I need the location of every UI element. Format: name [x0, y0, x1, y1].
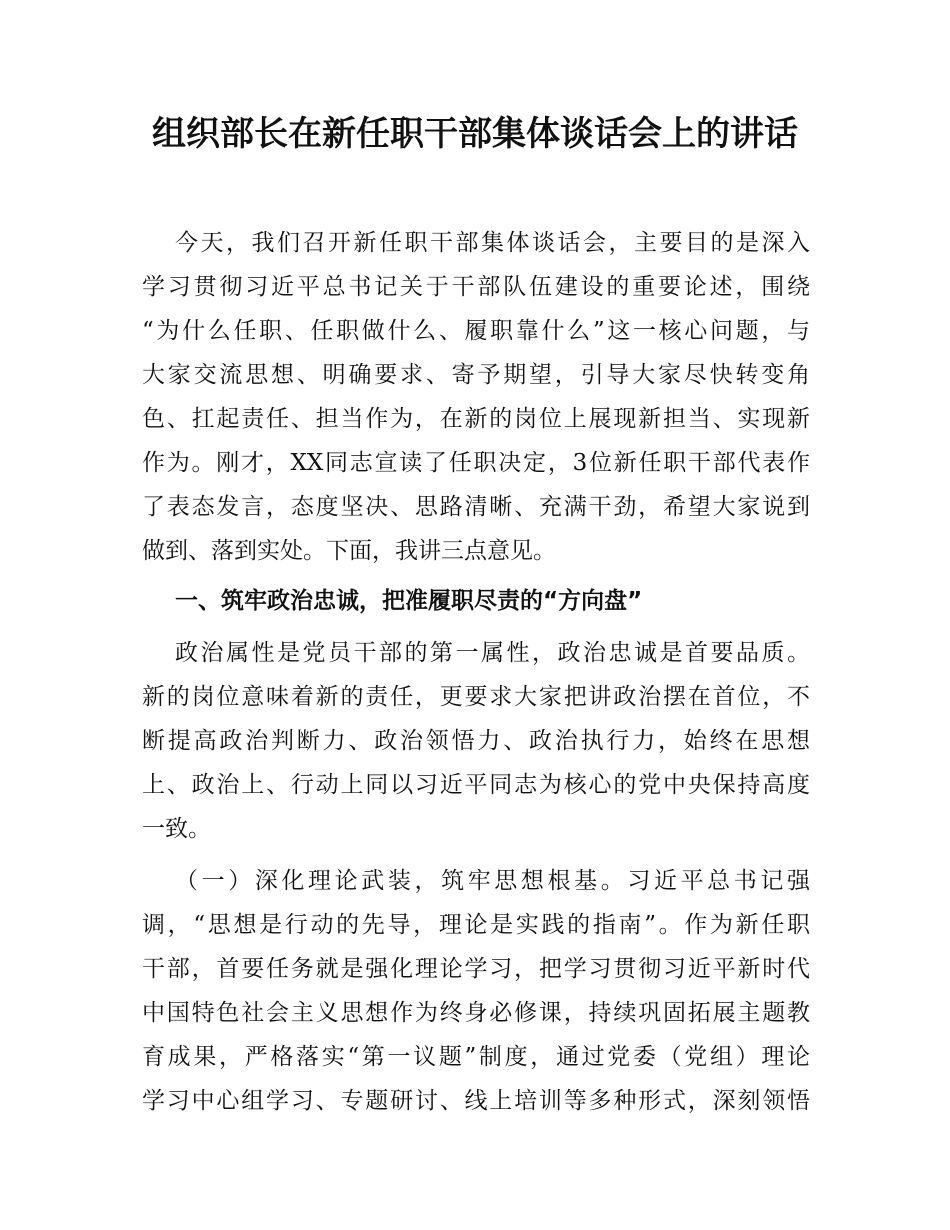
- intro-line: 作为。刚才，XX同志宣读了任职决定，3位新任职干部代表作: [142, 450, 810, 476]
- section1-line: 政治属性是党员干部的第一属性，政治忠诚是首要品质。: [175, 640, 810, 666]
- intro-line: 学习贯彻习近平总书记关于干部队伍建设的重要论述，围绕: [142, 274, 810, 300]
- intro-line: 今天，我们召开新任职干部集体谈话会，主要目的是深入: [175, 230, 810, 256]
- section1-line: 断提高政治判断力、政治领悟力、政治执行力，始终在思想: [142, 728, 810, 754]
- intro-line: 做到、落到实处。下面，我讲三点意见。: [142, 538, 556, 564]
- subsection1-line: 育成果，严格落实“第一议题”制度，通过党委（党组）理论: [142, 1044, 810, 1070]
- subsection1-line: （一）深化理论武装，筑牢思想根基。习近平总书记强: [175, 868, 810, 894]
- intro-line: 色、扛起责任、担当作为，在新的岗位上展现新担当、实现新: [142, 406, 810, 432]
- intro-line: 大家交流思想、明确要求、寄予期望，引导大家尽快转变角: [142, 362, 810, 388]
- intro-line: “为什么任职、任职做什么、履职靠什么”这一核心问题，与: [142, 318, 810, 344]
- subsection1-line: 干部，首要任务就是强化理论学习，把学习贯彻习近平新时代: [142, 956, 810, 982]
- intro-line: 了表态发言，态度坚决、思路清晰、充满干劲，希望大家说到: [142, 494, 810, 520]
- subsection1-line: 中国特色社会主义思想作为终身必修课，持续巩固拓展主题教: [142, 1000, 810, 1026]
- section-heading: 一、筑牢政治忠诚，把准履职尽责的“方向盘”: [175, 588, 643, 614]
- subsection1-line: 调，“思想是行动的先导，理论是实践的指南”。作为新任职: [142, 912, 810, 938]
- section1-line: 新的岗位意味着新的责任，更要求大家把讲政治摆在首位，不: [142, 684, 810, 710]
- subsection1-line: 学习中心组学习、专题研讨、线上培训等多种形式，深刻领悟: [142, 1088, 810, 1114]
- document-title: 组织部长在新任职干部集体谈话会上的讲话: [152, 114, 798, 154]
- section1-line: 上、政治上、行动上同以习近平同志为核心的党中央保持高度: [142, 772, 810, 798]
- section1-line: 一致。: [142, 816, 211, 842]
